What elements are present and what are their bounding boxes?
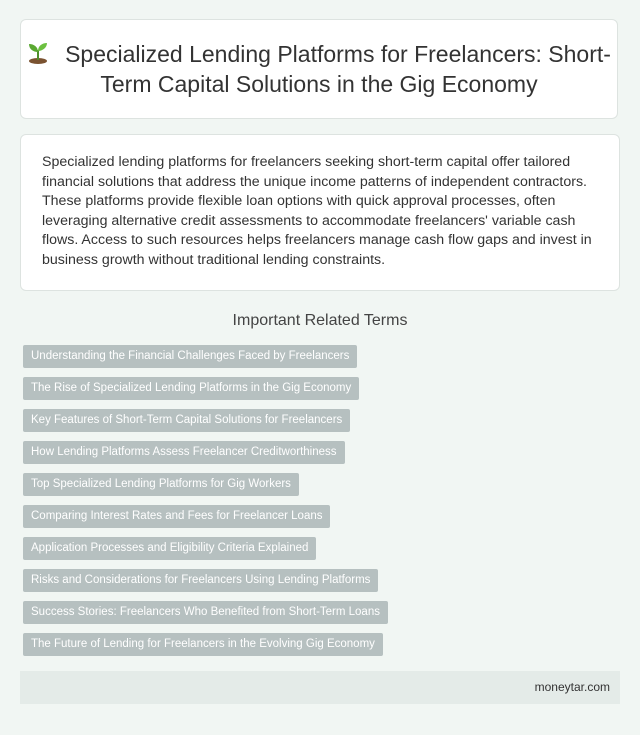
related-term-tag[interactable]: Application Processes and Eligibility Criteria Explained <box>23 537 316 560</box>
title-card <box>20 19 618 119</box>
related-term-tag[interactable]: The Future of Lending for Freelancers in the Evolving Gig Economy <box>23 633 383 656</box>
summary-text: Specialized lending platforms for freelancers seeking short-term capital offer tailored financial solutions that address the unique income patterns of independent contractors. These platforms provide flexible loan options with quick approval processes, often leveraging alternative credit assessments to accommodate freelancers' variable cash flows. Access to such resources helps freelancers manage cash flow gaps and invest in business growth without traditional lending constraints. <box>42 154 592 268</box>
page-title <box>21 39 617 99</box>
footer <box>20 671 620 704</box>
related-term-tag[interactable]: Success Stories: Freelancers Who Benefited from Short-Term Loans <box>23 601 388 624</box>
summary-card <box>20 134 620 291</box>
page-title-text: Specialized Lending Platforms for Freelancers: Short-Term Capital Solutions in the Gig Economy <box>65 41 611 97</box>
sprout-icon <box>27 40 49 64</box>
related-term-tag[interactable]: Risks and Considerations for Freelancers Using Lending Platforms <box>23 569 378 592</box>
related-term-tag[interactable]: Top Specialized Lending Platforms for Gig Workers <box>23 473 299 496</box>
related-term-tag[interactable]: Understanding the Financial Challenges Faced by Freelancers <box>23 345 357 368</box>
related-term-tag[interactable]: The Rise of Specialized Lending Platforms in the Gig Economy <box>23 377 359 400</box>
related-term-tag[interactable]: Key Features of Short-Term Capital Solutions for Freelancers <box>23 409 350 432</box>
related-term-tag[interactable]: How Lending Platforms Assess Freelancer Creditworthiness <box>23 441 345 464</box>
related-terms-heading: Important Related Terms <box>232 312 408 329</box>
related-terms-list <box>23 345 388 665</box>
related-term-tag[interactable]: Comparing Interest Rates and Fees for Freelancer Loans <box>23 505 330 528</box>
footer-site-link[interactable]: moneytar.com <box>534 680 610 694</box>
